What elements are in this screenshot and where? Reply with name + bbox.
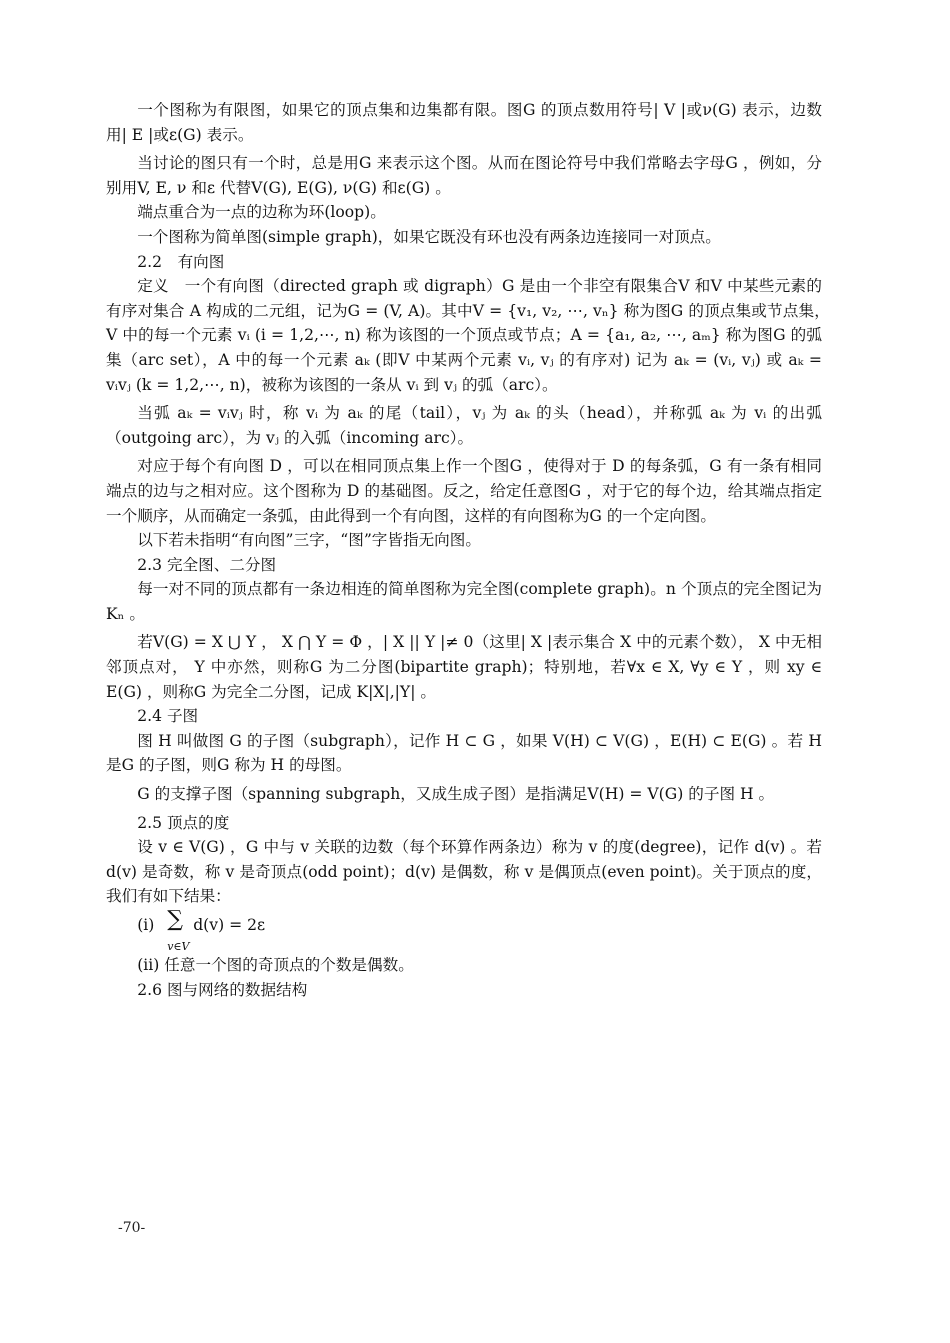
paragraph-complete-graph: 每一对不同的顶点都有一条边相连的简单图称为完全图(complete graph)。n 个顶点的完全图记为 Kₙ 。 <box>106 580 822 623</box>
paragraph-loop: 端点重合为一点的边称为环(loop)。 <box>137 203 386 222</box>
paragraph-digraph-definition: 定义 一个有向图（directed graph 或 digraph）G 是由一个非空有限集合V 和V 中某些元素的有序对集合 A 构成的二元组，记为G = (V, A)。其中V = {v₁, v₂, ⋯, vₙ} 称为图G 的顶点集或节点集， V 中的每一个元素 vᵢ (i = 1,2,⋯, n) 称为该图的一个顶点或节点；A = {a₁, a₂, ⋯, aₘ} 称为图G 的弧集（arc set），A 中的每一个元素 aₖ (即V 中某两个元素 vᵢ, vⱼ 的有序对) 记为 aₖ = (vᵢ, vⱼ) 或 aₖ = vᵢvⱼ (k = 1,2,⋯, n)，被称为该图的一条从 vᵢ 到 vⱼ 的弧（arc）。 <box>106 277 838 394</box>
paragraph-underlying-graph: 对应于每个有向图 D ，可以在相同顶点集上作一个图G ，使得对于 D 的每条弧，G 有一条有相同端点的边与之相对应。这个图称为 D 的基础图。反之，给定任意图G ，对于它的每个边，给其端点指定一个顺序，从而确定一条弧，由此得到一个有向图，这样的有向图称为G 的一个定向图。 <box>106 457 822 525</box>
page-number: -70- <box>118 1220 146 1236</box>
formula-degree-sum <box>137 907 822 953</box>
paragraph-simple-graph: 一个图称为简单图(simple graph)，如果它既没有环也没有两条边连接同一对顶点。 <box>137 227 721 246</box>
summation-sign: ∑ <box>167 907 183 932</box>
section-heading-2-3: 2.3 完全图、二分图 <box>137 555 277 574</box>
document-body <box>106 98 838 1002</box>
paragraph-undirected-note: 以下若未指明“有向图”三字，“图”字皆指无向图。 <box>137 531 481 550</box>
paragraph-finite-graph: 一个图称为有限图，如果它的顶点集和边集都有限。图G 的顶点数用符号| V |或ν(G) 表示，边数用| E |或ε(G) 表示。 <box>106 101 822 144</box>
formula-expression: d(v) = 2ε <box>193 916 266 934</box>
section-heading-2-6: 2.6 图与网络的数据结构 <box>137 980 308 999</box>
statement-odd-vertices: (ii) 任意一个图的奇顶点的个数是偶数。 <box>137 956 414 974</box>
paragraph-subgraph: 图 H 叫做图 G 的子图（subgraph），记作 H ⊂ G ，如果 V(H) ⊂ V(G) ，E(H) ⊂ E(G) 。若 H 是G 的子图，则G 称为 H 的母图。 <box>106 731 822 775</box>
section-heading-2-5: 2.5 顶点的度 <box>137 813 230 832</box>
paragraph-single-graph: 当讨论的图只有一个时，总是用G 来表示这个图。从而在图论符号中我们常略去字母G ，例如，分别用V, E, ν 和ε 代替V(G), E(G), ν(G) 和ε(G) 。 <box>106 154 822 197</box>
summation-subscript: v∈V <box>167 940 190 953</box>
paragraph-spanning-subgraph: G 的支撑子图（spanning subgraph，又成生成子图）是指满足V(H) = V(G) 的子图 H 。 <box>137 785 775 804</box>
paragraph-vertex-degree: 设 v ∈ V(G) ，G 中与 v 关联的边数（每个环算作两条边）称为 v 的度(degree)，记作 d(v) 。若 d(v) 是奇数，称 v 是奇顶点(odd point)；d(v) 是偶数，称 v 是偶顶点(even point)。关于顶点的度，我们有如下结果： <box>106 838 822 906</box>
section-heading-2-4: 2.4 子图 <box>137 707 199 726</box>
section-heading-2-2: 2.2 有向图 <box>137 252 225 271</box>
paragraph-bipartite-graph: 若V(G) = X ⋃ Y ， X ⋂ Y = Φ ，| X || Y |≠ 0（这里| X |表示集合 X 中的元素个数）， X 中无相邻顶点对， Y 中亦然，则称G 为二分图(bipartite graph)；特别地，若∀x ∈ X, ∀y ∈ Y ，则 xy ∈ E(G) ，则称G 为完全二分图，记成 K|X|,|Y| 。 <box>106 633 822 701</box>
paragraph-arc-tail-head: 当弧 aₖ = vᵢvⱼ 时，称 vᵢ 为 aₖ 的尾（tail），vⱼ 为 aₖ 的头（head），并称弧 aₖ 为 vᵢ 的出弧（outgoing arc），为 vⱼ 的入弧（incoming arc）。 <box>106 404 822 447</box>
formula-label: (i) <box>137 916 155 934</box>
